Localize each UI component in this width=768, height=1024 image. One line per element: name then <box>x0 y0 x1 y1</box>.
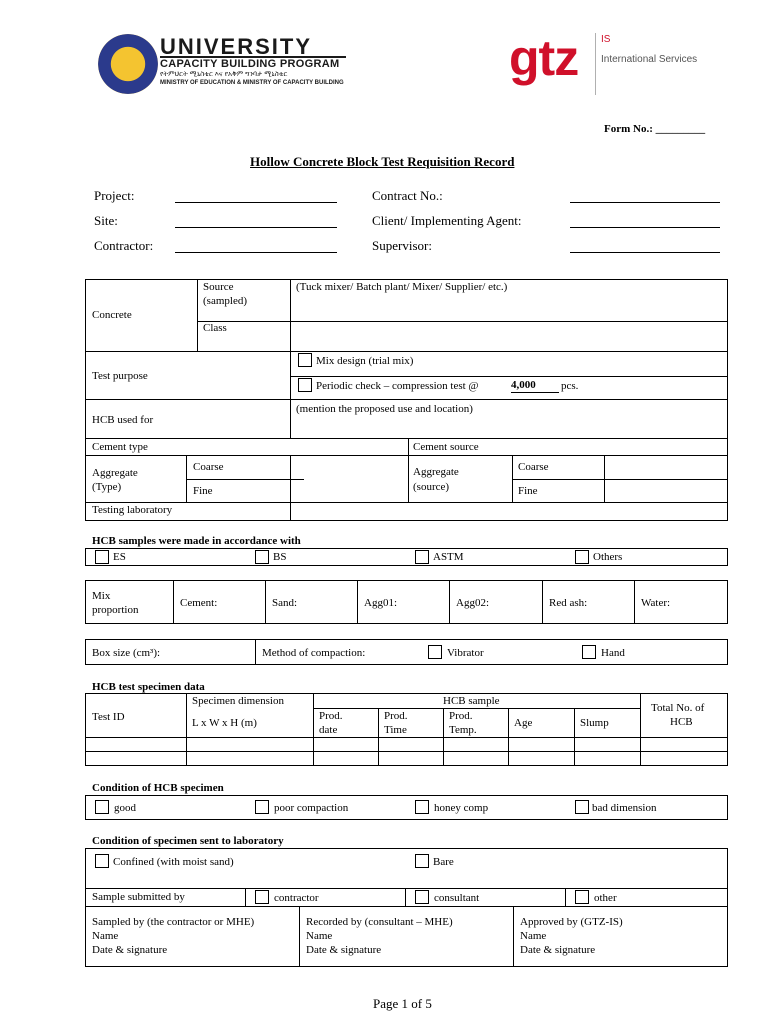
slump-header: Slump <box>580 717 609 729</box>
concrete-label: Concrete <box>92 309 132 321</box>
mix-label-sub: proportion <box>92 604 139 616</box>
sent-heading: Condition of specimen sent to laboratory <box>92 835 284 847</box>
prod-date-header-sub: date <box>319 724 338 736</box>
standard-es-label: ES <box>113 551 126 563</box>
condition-bad-dimension-label: bad dimension <box>592 802 657 814</box>
standard-bs-label: BS <box>273 551 287 563</box>
prod-date-header: Prod. <box>319 710 343 722</box>
bare-checkbox[interactable] <box>415 854 429 868</box>
lwh-header: L x W x H (m) <box>192 717 257 729</box>
site-field[interactable] <box>175 227 337 228</box>
contractor-field[interactable] <box>175 252 337 253</box>
vibrator-checkbox[interactable] <box>428 645 442 659</box>
contract-no-label: Contract No.: <box>372 188 443 203</box>
approved-by-role: Approved by (GTZ-IS) <box>520 916 623 928</box>
gtz-is: IS <box>601 34 611 45</box>
class-label: Class <box>203 322 227 334</box>
periodic-check-checkbox[interactable] <box>298 378 312 392</box>
mix-agg02: Agg02: <box>456 597 489 609</box>
hand-label: Hand <box>601 647 625 659</box>
sampled-by-date: Date & signature <box>92 944 168 956</box>
sampled-by-name: Name <box>92 930 119 942</box>
project-label: Project: <box>94 188 135 203</box>
recorded-by-role: Recorded by (consultant – MHE) <box>306 916 453 928</box>
university-title: UNIVERSITY <box>160 34 313 59</box>
hcb-used-hint: (mention the proposed use and location) <box>296 403 473 415</box>
standard-bs-checkbox[interactable] <box>255 550 269 564</box>
source-hint: (Tuck mixer/ Batch plant/ Mixer/ Supplier/ etc.) <box>296 281 508 293</box>
mix-cement: Cement: <box>180 597 218 609</box>
aggregate-source-label: Aggregate <box>413 466 459 478</box>
condition-heading: Condition of HCB specimen <box>92 782 224 794</box>
condition-good-checkbox[interactable] <box>95 800 109 814</box>
standard-astm-checkbox[interactable] <box>415 550 429 564</box>
university-subtitle: CAPACITY BUILDING PROGRAM <box>160 58 340 70</box>
site-label: Site: <box>94 213 118 228</box>
total-header: Total No. of <box>651 702 705 714</box>
mix-sand: Sand: <box>272 597 298 609</box>
submitted-consultant-label: consultant <box>434 892 480 904</box>
page-footer: Page 1 of 5 <box>373 996 432 1011</box>
recorded-by-date: Date & signature <box>306 944 382 956</box>
submitted-consultant-checkbox[interactable] <box>415 890 429 904</box>
condition-good-label: good <box>114 802 136 814</box>
gtz-international-services: International Services <box>601 54 698 65</box>
confined-checkbox[interactable] <box>95 854 109 868</box>
aggregate-type-sub: (Type) <box>92 481 122 493</box>
bare-label: Bare <box>433 856 454 868</box>
contract-no-field[interactable] <box>570 202 720 203</box>
mix-water: Water: <box>641 597 671 609</box>
university-ministry: MINISTRY OF EDUCATION & MINISTRY OF CAPACITY BUILDING <box>160 80 344 86</box>
aggregate-source-fine: Fine <box>518 485 538 497</box>
submitted-contractor-checkbox[interactable] <box>255 890 269 904</box>
submitted-contractor-label: contractor <box>274 892 319 904</box>
form-number: Form No.: _________ <box>604 123 706 135</box>
mix-agg01: Agg01: <box>364 597 397 609</box>
aggregate-type-label: Aggregate <box>92 467 138 479</box>
hand-checkbox[interactable] <box>582 645 596 659</box>
submitted-other-label: other <box>594 892 617 904</box>
mix-design-label: Mix design (trial mix) <box>316 355 414 367</box>
aggregate-source-sub: (source) <box>413 481 450 493</box>
aggregate-type-fine: Fine <box>193 485 213 497</box>
standard-es-checkbox[interactable] <box>95 550 109 564</box>
standard-astm-label: ASTM <box>433 551 464 563</box>
page-title: Hollow Concrete Block Test Requisition Record <box>250 154 515 169</box>
condition-bad-dimension-checkbox[interactable] <box>575 800 589 814</box>
condition-honey-comp-checkbox[interactable] <box>415 800 429 814</box>
client-label: Client/ Implementing Agent: <box>372 213 522 228</box>
cement-source-label: Cement source <box>413 441 479 453</box>
aggregate-source-coarse: Coarse <box>518 461 549 473</box>
age-header: Age <box>514 717 533 729</box>
university-seal-icon <box>98 34 158 94</box>
mix-red-ash: Red ash: <box>549 597 588 609</box>
source-label: Source <box>203 281 234 293</box>
vibrator-label: Vibrator <box>447 647 484 659</box>
approved-by-name: Name <box>520 930 547 942</box>
box-size-label: Box size (cm³): <box>92 647 161 659</box>
confined-label: Confined (with moist sand) <box>113 856 234 868</box>
prod-temp-header-sub: Temp. <box>449 724 477 736</box>
testing-lab-label: Testing laboratory <box>92 504 173 516</box>
condition-poor-compaction-checkbox[interactable] <box>255 800 269 814</box>
dimension-header: Specimen dimension <box>192 695 284 707</box>
condition-poor-compaction-label: poor compaction <box>274 802 349 814</box>
prod-time-header-sub: Time <box>384 724 407 736</box>
sampled-by-role: Sampled by (the contractor or MHE) <box>92 916 255 928</box>
submitted-other-checkbox[interactable] <box>575 890 589 904</box>
standard-others-label: Others <box>593 551 623 563</box>
aggregate-type-coarse: Coarse <box>193 461 224 473</box>
supervisor-field[interactable] <box>570 252 720 253</box>
specimen-heading: HCB test specimen data <box>92 681 205 693</box>
gtz-wordmark: gtz <box>509 30 579 86</box>
hcb-used-label: HCB used for <box>92 414 154 426</box>
standard-others-checkbox[interactable] <box>575 550 589 564</box>
contractor-label: Contractor: <box>94 238 154 253</box>
standards-heading: HCB samples were made in accordance with <box>92 535 301 547</box>
recorded-by-name: Name <box>306 930 333 942</box>
total-header-sub: HCB <box>670 716 693 728</box>
compaction-method-label: Method of compaction: <box>262 647 366 659</box>
approved-by-date: Date & signature <box>520 944 596 956</box>
mix-label: Mix <box>92 590 111 602</box>
project-field[interactable] <box>175 202 337 203</box>
prod-temp-header: Prod. <box>449 710 473 722</box>
condition-honey-comp-label: honey comp <box>434 802 489 814</box>
periodic-pcs: pcs. <box>561 380 579 392</box>
university-amharic: የትምህርት ሚኒስቴር እና የአቅም ግንባታ ሚኒስቴር <box>160 71 288 78</box>
mix-design-checkbox[interactable] <box>298 353 312 367</box>
test-purpose-label: Test purpose <box>92 370 148 382</box>
periodic-quantity[interactable]: 4,000 <box>511 379 559 393</box>
supervisor-label: Supervisor: <box>372 238 432 253</box>
test-id-header: Test ID <box>92 711 125 723</box>
periodic-check-label: Periodic check – compression test @ <box>316 380 479 392</box>
hcb-sample-header: HCB sample <box>443 695 500 707</box>
client-field[interactable] <box>570 227 720 228</box>
submitted-by-label: Sample submitted by <box>92 891 185 903</box>
cement-type-label: Cement type <box>92 441 148 453</box>
prod-time-header: Prod. <box>384 710 408 722</box>
sampled-label: (sampled) <box>203 295 247 307</box>
